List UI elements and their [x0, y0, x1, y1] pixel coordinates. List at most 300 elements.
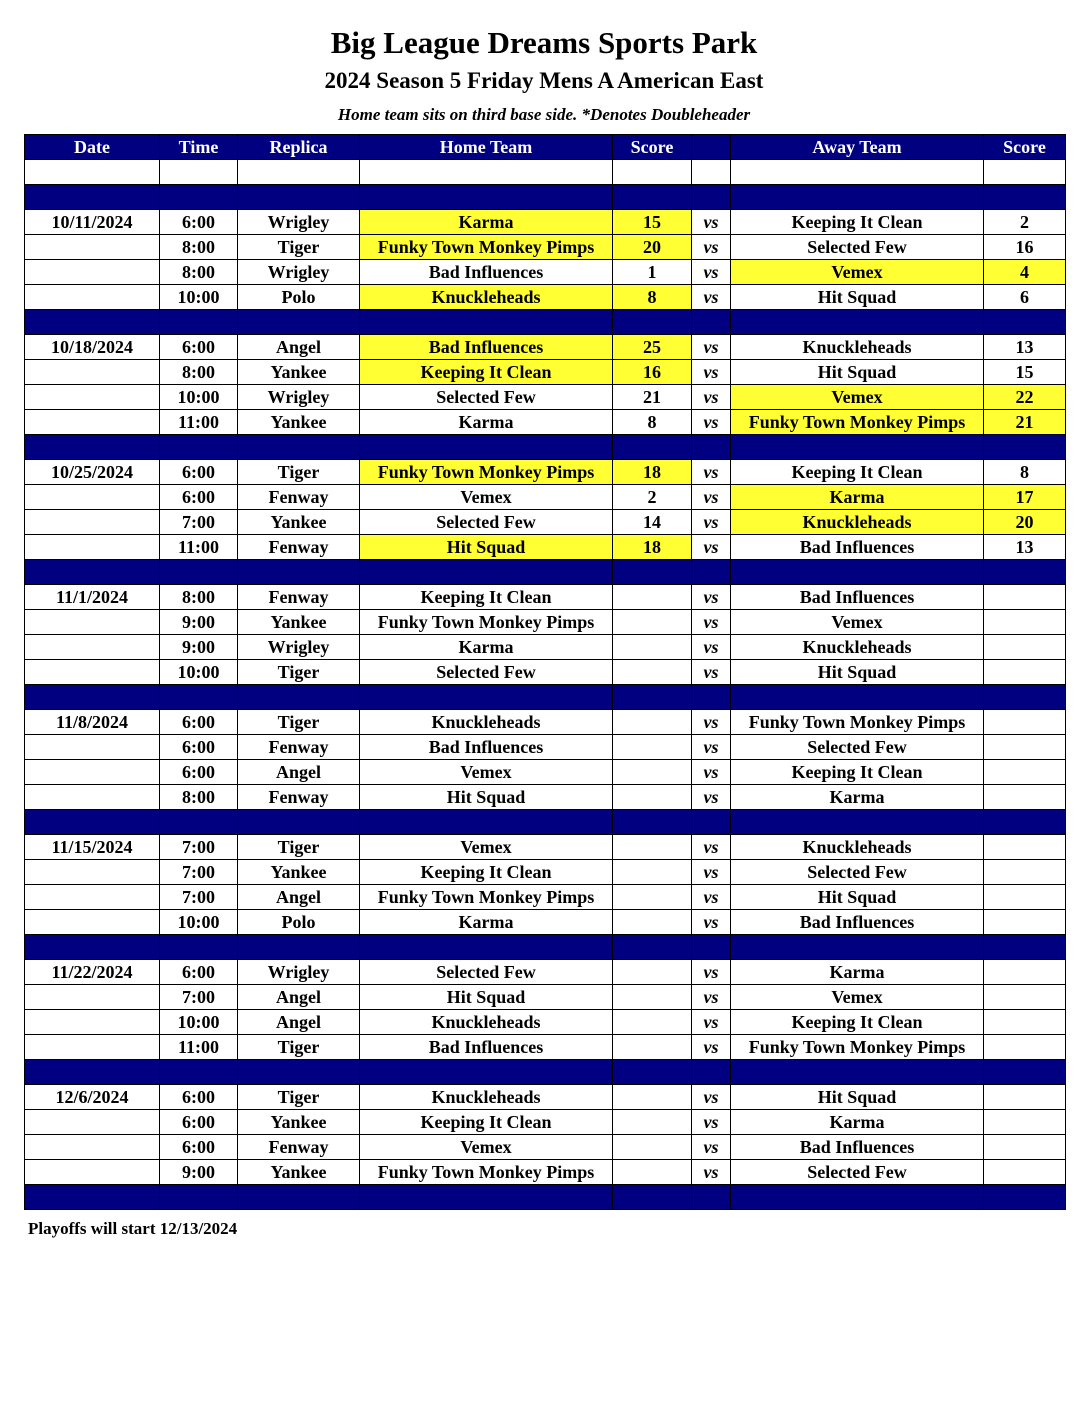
vs-label: vs — [692, 1135, 731, 1160]
home-score: 16 — [613, 360, 692, 385]
away-team: Bad Influences — [731, 585, 984, 610]
game-row — [25, 885, 1066, 910]
vs-label: vs — [692, 285, 731, 310]
game-time: 6:00 — [160, 460, 238, 485]
game-replica: Tiger — [238, 835, 360, 860]
col-header-replica: Replica — [238, 135, 360, 160]
vs-label: vs — [692, 210, 731, 235]
away-score — [984, 585, 1066, 610]
vs-label: vs — [692, 660, 731, 685]
game-date — [25, 285, 160, 310]
game-row — [25, 485, 1066, 510]
away-team: Knuckleheads — [731, 335, 984, 360]
game-replica: Yankee — [238, 360, 360, 385]
away-score: 20 — [984, 510, 1066, 535]
game-time: 9:00 — [160, 610, 238, 635]
game-row — [25, 285, 1066, 310]
game-replica: Yankee — [238, 860, 360, 885]
game-row — [25, 660, 1066, 685]
away-team: Selected Few — [731, 735, 984, 760]
vs-label: vs — [692, 585, 731, 610]
home-score — [613, 1085, 692, 1110]
home-score — [613, 885, 692, 910]
game-date — [25, 1135, 160, 1160]
game-time: 10:00 — [160, 385, 238, 410]
game-row — [25, 910, 1066, 935]
game-date: 11/22/2024 — [25, 960, 160, 985]
vs-label: vs — [692, 1085, 731, 1110]
home-team: Selected Few — [360, 385, 613, 410]
away-score — [984, 610, 1066, 635]
game-time: 9:00 — [160, 635, 238, 660]
home-team: Bad Influences — [360, 335, 613, 360]
game-date — [25, 235, 160, 260]
game-row — [25, 985, 1066, 1010]
game-row — [25, 835, 1066, 860]
game-time: 9:00 — [160, 1160, 238, 1185]
game-time: 8:00 — [160, 585, 238, 610]
away-team: Funky Town Monkey Pimps — [731, 710, 984, 735]
page-title: Big League Dreams Sports Park — [330, 25, 758, 60]
game-time: 6:00 — [160, 735, 238, 760]
game-time: 6:00 — [160, 710, 238, 735]
away-score: 13 — [984, 335, 1066, 360]
game-replica: Fenway — [238, 535, 360, 560]
col-header-vs — [692, 135, 731, 160]
game-replica: Fenway — [238, 485, 360, 510]
vs-label: vs — [692, 610, 731, 635]
col-header-away-score: Score — [984, 135, 1066, 160]
home-team: Funky Town Monkey Pimps — [360, 610, 613, 635]
away-team: Bad Influences — [731, 1135, 984, 1160]
game-date — [25, 1010, 160, 1035]
home-score — [613, 835, 692, 860]
away-score — [984, 1110, 1066, 1135]
game-row — [25, 1085, 1066, 1110]
vs-label: vs — [692, 1110, 731, 1135]
vs-label: vs — [692, 360, 731, 385]
game-date — [25, 510, 160, 535]
home-score — [613, 735, 692, 760]
page-subtitle: 2024 Season 5 Friday Mens A American East — [324, 68, 764, 93]
game-time: 11:00 — [160, 1035, 238, 1060]
game-replica: Angel — [238, 1010, 360, 1035]
game-row — [25, 1160, 1066, 1185]
home-score: 2 — [613, 485, 692, 510]
game-replica: Fenway — [238, 1135, 360, 1160]
home-score: 8 — [613, 285, 692, 310]
home-score — [613, 1110, 692, 1135]
home-score: 15 — [613, 210, 692, 235]
game-time: 6:00 — [160, 960, 238, 985]
game-replica: Yankee — [238, 410, 360, 435]
away-score — [984, 1085, 1066, 1110]
vs-label: vs — [692, 885, 731, 910]
week-separator-row — [25, 185, 1066, 210]
away-score: 21 — [984, 410, 1066, 435]
home-team: Bad Influences — [360, 735, 613, 760]
game-row — [25, 360, 1066, 385]
game-row — [25, 610, 1066, 635]
game-time: 6:00 — [160, 760, 238, 785]
home-score: 14 — [613, 510, 692, 535]
game-time: 6:00 — [160, 1135, 238, 1160]
game-row — [25, 960, 1066, 985]
game-replica: Fenway — [238, 735, 360, 760]
week-separator-row — [25, 560, 1066, 585]
vs-label: vs — [692, 710, 731, 735]
away-team: Hit Squad — [731, 660, 984, 685]
game-time: 6:00 — [160, 1110, 238, 1135]
vs-label: vs — [692, 410, 731, 435]
vs-label: vs — [692, 1035, 731, 1060]
game-replica: Wrigley — [238, 385, 360, 410]
game-date — [25, 1110, 160, 1135]
vs-label: vs — [692, 510, 731, 535]
schedule-table — [24, 134, 1066, 1210]
home-team: Knuckleheads — [360, 1085, 613, 1110]
vs-label: vs — [692, 985, 731, 1010]
game-row — [25, 260, 1066, 285]
game-time: 10:00 — [160, 660, 238, 685]
game-row — [25, 710, 1066, 735]
away-score: 17 — [984, 485, 1066, 510]
game-time: 7:00 — [160, 835, 238, 860]
home-team: Karma — [360, 410, 613, 435]
game-row — [25, 210, 1066, 235]
game-replica: Wrigley — [238, 960, 360, 985]
away-team: Karma — [731, 960, 984, 985]
home-score: 18 — [613, 535, 692, 560]
game-replica: Tiger — [238, 1035, 360, 1060]
home-team: Selected Few — [360, 660, 613, 685]
game-date — [25, 785, 160, 810]
game-replica: Fenway — [238, 785, 360, 810]
home-team: Knuckleheads — [360, 710, 613, 735]
home-score — [613, 910, 692, 935]
home-score: 21 — [613, 385, 692, 410]
home-score — [613, 710, 692, 735]
game-replica: Yankee — [238, 610, 360, 635]
game-replica: Angel — [238, 885, 360, 910]
game-time: 10:00 — [160, 910, 238, 935]
vs-label: vs — [692, 635, 731, 660]
home-team: Knuckleheads — [360, 1010, 613, 1035]
game-row — [25, 235, 1066, 260]
away-team: Knuckleheads — [731, 510, 984, 535]
home-team: Karma — [360, 635, 613, 660]
game-row — [25, 410, 1066, 435]
game-replica: Yankee — [238, 1160, 360, 1185]
home-score — [613, 1035, 692, 1060]
away-team: Bad Influences — [731, 535, 984, 560]
home-team: Keeping It Clean — [360, 860, 613, 885]
vs-label: vs — [692, 960, 731, 985]
game-time: 8:00 — [160, 235, 238, 260]
game-date — [25, 385, 160, 410]
game-row — [25, 635, 1066, 660]
game-replica: Polo — [238, 910, 360, 935]
game-replica: Fenway — [238, 585, 360, 610]
game-row — [25, 585, 1066, 610]
away-team: Keeping It Clean — [731, 760, 984, 785]
game-date: 10/25/2024 — [25, 460, 160, 485]
game-replica: Tiger — [238, 460, 360, 485]
away-score — [984, 660, 1066, 685]
week-separator-row — [25, 435, 1066, 460]
away-team: Hit Squad — [731, 285, 984, 310]
away-score — [984, 635, 1066, 660]
game-row — [25, 1035, 1066, 1060]
game-row — [25, 510, 1066, 535]
away-team: Vemex — [731, 985, 984, 1010]
away-team: Funky Town Monkey Pimps — [731, 1035, 984, 1060]
game-row — [25, 1010, 1066, 1035]
game-replica: Angel — [238, 760, 360, 785]
home-score — [613, 585, 692, 610]
away-score: 22 — [984, 385, 1066, 410]
away-team: Vemex — [731, 385, 984, 410]
game-date — [25, 735, 160, 760]
away-team: Keeping It Clean — [731, 210, 984, 235]
away-team: Selected Few — [731, 1160, 984, 1185]
home-score — [613, 985, 692, 1010]
game-date — [25, 1035, 160, 1060]
away-team: Selected Few — [731, 860, 984, 885]
game-date — [25, 610, 160, 635]
home-score — [613, 785, 692, 810]
game-row — [25, 335, 1066, 360]
vs-label: vs — [692, 835, 731, 860]
game-date — [25, 860, 160, 885]
game-replica: Wrigley — [238, 210, 360, 235]
away-team: Vemex — [731, 610, 984, 635]
home-team: Hit Squad — [360, 985, 613, 1010]
game-date — [25, 910, 160, 935]
game-row — [25, 535, 1066, 560]
home-team: Karma — [360, 210, 613, 235]
home-score — [613, 760, 692, 785]
away-score: 16 — [984, 235, 1066, 260]
game-time: 8:00 — [160, 785, 238, 810]
home-team: Bad Influences — [360, 1035, 613, 1060]
game-time: 6:00 — [160, 1085, 238, 1110]
away-team: Karma — [731, 1110, 984, 1135]
away-team: Bad Influences — [731, 910, 984, 935]
game-row — [25, 860, 1066, 885]
vs-label: vs — [692, 910, 731, 935]
game-date — [25, 660, 160, 685]
vs-label: vs — [692, 385, 731, 410]
game-date: 10/11/2024 — [25, 210, 160, 235]
game-replica: Wrigley — [238, 260, 360, 285]
game-replica: Tiger — [238, 710, 360, 735]
home-score — [613, 635, 692, 660]
week-separator-row — [25, 810, 1066, 835]
away-team: Karma — [731, 785, 984, 810]
game-date: 11/8/2024 — [25, 710, 160, 735]
col-header-away-team: Away Team — [731, 135, 984, 160]
game-date — [25, 485, 160, 510]
game-replica: Yankee — [238, 510, 360, 535]
game-date: 11/1/2024 — [25, 585, 160, 610]
game-row — [25, 1110, 1066, 1135]
game-replica: Angel — [238, 985, 360, 1010]
vs-label: vs — [692, 1160, 731, 1185]
home-score — [613, 610, 692, 635]
week-separator-row — [25, 1185, 1066, 1210]
vs-label: vs — [692, 860, 731, 885]
game-time: 11:00 — [160, 410, 238, 435]
home-team: Hit Squad — [360, 785, 613, 810]
game-replica: Angel — [238, 335, 360, 360]
home-score — [613, 660, 692, 685]
game-time: 8:00 — [160, 360, 238, 385]
game-date — [25, 760, 160, 785]
away-score — [984, 835, 1066, 860]
away-score — [984, 1135, 1066, 1160]
game-time: 7:00 — [160, 860, 238, 885]
game-date — [25, 260, 160, 285]
game-replica: Tiger — [238, 1085, 360, 1110]
home-team: Karma — [360, 910, 613, 935]
home-team: Vemex — [360, 1135, 613, 1160]
home-team: Selected Few — [360, 960, 613, 985]
away-team: Keeping It Clean — [731, 1010, 984, 1035]
away-team: Hit Squad — [731, 885, 984, 910]
blank-row — [25, 160, 1066, 185]
away-score: 13 — [984, 535, 1066, 560]
game-date — [25, 635, 160, 660]
away-score: 8 — [984, 460, 1066, 485]
game-row — [25, 385, 1066, 410]
game-replica: Polo — [238, 285, 360, 310]
game-time: 10:00 — [160, 285, 238, 310]
home-score — [613, 860, 692, 885]
vs-label: vs — [692, 460, 731, 485]
home-score — [613, 1160, 692, 1185]
game-replica: Yankee — [238, 1110, 360, 1135]
home-team: Keeping It Clean — [360, 360, 613, 385]
week-separator-row — [25, 310, 1066, 335]
away-score — [984, 985, 1066, 1010]
game-date: 11/15/2024 — [25, 835, 160, 860]
col-header-time: Time — [160, 135, 238, 160]
game-time: 7:00 — [160, 510, 238, 535]
game-date: 10/18/2024 — [25, 335, 160, 360]
away-score — [984, 785, 1066, 810]
vs-label: vs — [692, 335, 731, 360]
game-time: 6:00 — [160, 485, 238, 510]
away-score: 4 — [984, 260, 1066, 285]
game-time: 11:00 — [160, 535, 238, 560]
away-team: Karma — [731, 485, 984, 510]
away-score — [984, 735, 1066, 760]
away-score — [984, 1035, 1066, 1060]
game-replica: Wrigley — [238, 635, 360, 660]
game-date — [25, 1160, 160, 1185]
away-team: Knuckleheads — [731, 835, 984, 860]
away-team: Hit Squad — [731, 360, 984, 385]
vs-label: vs — [692, 760, 731, 785]
away-team: Funky Town Monkey Pimps — [731, 410, 984, 435]
game-date — [25, 985, 160, 1010]
vs-label: vs — [692, 735, 731, 760]
game-time: 6:00 — [160, 335, 238, 360]
away-team: Knuckleheads — [731, 635, 984, 660]
vs-label: vs — [692, 485, 731, 510]
game-time: 7:00 — [160, 885, 238, 910]
home-score: 18 — [613, 460, 692, 485]
away-score — [984, 885, 1066, 910]
vs-label: vs — [692, 1010, 731, 1035]
away-score: 15 — [984, 360, 1066, 385]
game-date — [25, 360, 160, 385]
vs-label: vs — [692, 785, 731, 810]
home-team: Funky Town Monkey Pimps — [360, 235, 613, 260]
home-team: Funky Town Monkey Pimps — [360, 1160, 613, 1185]
home-score: 20 — [613, 235, 692, 260]
col-header-date: Date — [25, 135, 160, 160]
away-team: Selected Few — [731, 235, 984, 260]
game-date — [25, 885, 160, 910]
home-score — [613, 1135, 692, 1160]
away-score: 6 — [984, 285, 1066, 310]
home-team: Selected Few — [360, 510, 613, 535]
game-row — [25, 760, 1066, 785]
game-time: 6:00 — [160, 210, 238, 235]
away-team: Hit Squad — [731, 1085, 984, 1110]
game-row — [25, 785, 1066, 810]
vs-label: vs — [692, 235, 731, 260]
home-score — [613, 1010, 692, 1035]
schedule-note: Home team sits on third base side. *Denotes Doubleheader — [337, 105, 751, 124]
away-score — [984, 1010, 1066, 1035]
home-score: 25 — [613, 335, 692, 360]
away-score — [984, 860, 1066, 885]
game-time: 8:00 — [160, 260, 238, 285]
home-score — [613, 960, 692, 985]
game-row — [25, 1135, 1066, 1160]
home-team: Funky Town Monkey Pimps — [360, 885, 613, 910]
home-team: Bad Influences — [360, 260, 613, 285]
away-score — [984, 910, 1066, 935]
away-score: 2 — [984, 210, 1066, 235]
schedule-body — [25, 160, 1066, 1210]
home-team: Hit Squad — [360, 535, 613, 560]
game-replica: Tiger — [238, 235, 360, 260]
home-team: Vemex — [360, 485, 613, 510]
week-separator-row — [25, 1060, 1066, 1085]
away-score — [984, 1160, 1066, 1185]
home-team: Keeping It Clean — [360, 1110, 613, 1135]
home-score: 8 — [613, 410, 692, 435]
week-separator-row — [25, 935, 1066, 960]
home-team: Knuckleheads — [360, 285, 613, 310]
game-date — [25, 535, 160, 560]
away-score — [984, 960, 1066, 985]
game-row — [25, 735, 1066, 760]
col-header-home-score: Score — [613, 135, 692, 160]
away-score — [984, 760, 1066, 785]
game-time: 7:00 — [160, 985, 238, 1010]
col-header-home-team: Home Team — [360, 135, 613, 160]
away-team: Vemex — [731, 260, 984, 285]
vs-label: vs — [692, 535, 731, 560]
game-row — [25, 460, 1066, 485]
vs-label: vs — [692, 260, 731, 285]
game-date: 12/6/2024 — [25, 1085, 160, 1110]
